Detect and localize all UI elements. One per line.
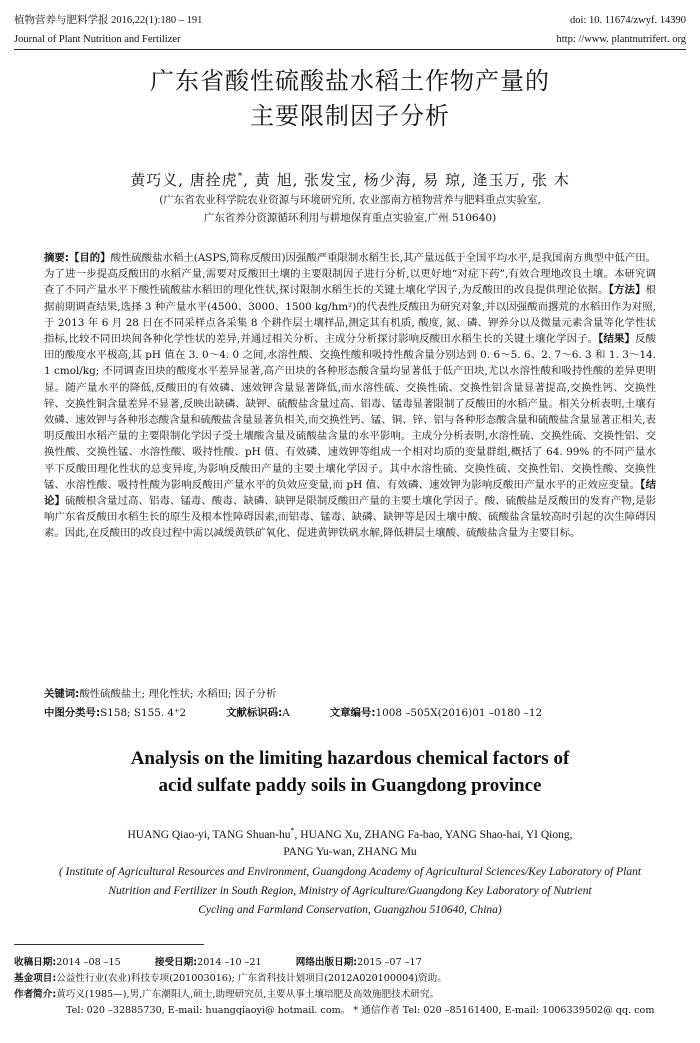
- results-text: 反酸田的酸度水平极高,其 pH 值在 3. 0～4. 0 之间,水溶性酸、交换性酸和吸持性酸含量分别达到 0. 6～5. 6、2. 7～6. 3 和 1. 3～14. 1 cmol/kg; 不同调查田块的酸度水平差异显著,高产田块的各种形态酸含量均显著低于低产田块,尤以水溶性酸和吸持性酸的差异更明显。随产量水平的降低,反酸田的有效磷、速效钾含量显著降低,而水溶性硫、交换性硫、交换性铝含量显著提高,交换性钙、交换性锌、交换性铜含量差异不显著,反映出缺磷、缺钾、硫酸盐含量过高、铝毒、锰毒显著限制了反酸田的水稻产量。相关分析表明,土壤有效磷、速效钾与各种形态酸含量和硫酸盐含量显著负相关,而交换性钙、锰、铜、锌、铝与各种形态酸含量和硫酸盐含量显著正相关,表明反酸田水稻产量的主要限制化学因子受土壤酸含量及硫酸盐含量的水平影响。主成分分析表明,水溶性硫、交换性硫、交换性铝、交换性酸、交换性锰、水溶性酸、吸持性酸、pH 值、有效磷、速效钾等组成一个相对均质的变量群组,概括了 64. 99% 的不同产量水平下反酸田理化性状的总变异度,为影响反酸田产量的主要土壤化学因子。其中水溶性硫、交换性硫、交换性铝、交换性酸、交换性锰、水溶性酸、吸持性酸为影响反酸田产量水平的负效应变量,而 pH 值、有效磷、速效钾为影响反酸田产量水平的正效应变量。: [44, 333, 656, 491]
- accepted-label: 接受日期:: [154, 957, 198, 968]
- affiliation-en-line3: Cycling and Farmland Conservation, Guangzhou 510640, China): [198, 904, 502, 916]
- dates-line: [14, 955, 686, 971]
- abstract-label: 摘要:: [44, 252, 69, 264]
- keywords: [44, 686, 656, 702]
- objective-label: 【目的】: [68, 252, 111, 264]
- funding-line: [14, 971, 686, 987]
- title-en: [0, 745, 700, 799]
- classification: [44, 705, 656, 721]
- conclusion-label: 【结论】: [44, 478, 656, 508]
- footnote: [14, 955, 686, 1019]
- contact-line: Tel: 020 –32885730, E-mail: huangqiaoyi@ hotmail. com。 * 通信作者 Tel: 020 –85161400, E-mail: 1006339502@ qq. com: [66, 1005, 655, 1016]
- received-label: 收稿日期:: [14, 957, 57, 968]
- authors-rest: , 黄 旭, 张发宝, 杨少海, 易 琼, 逄玉万, 张 木: [243, 171, 570, 189]
- title-cn-line1: 广东省酸性硫酸盐水稻土作物产量的: [150, 67, 550, 95]
- journal-url[interactable]: http: //www. plantnutrifert. org: [556, 34, 686, 45]
- bio-label: 作者简介:: [14, 989, 57, 1000]
- clc-label: 中图分类号:: [44, 707, 101, 719]
- keywords-label: 关键词:: [44, 688, 80, 700]
- bio-line: [14, 987, 686, 1003]
- conclusion-text: 硫酸根含量过高、铝毒、锰毒、酸毒、缺磷、缺钾是限制反酸田产量的主要土壤化学因子。酸、硫酸盐是反酸田的发育产物,是影响广东省反酸田水稻生长的原生及根本性障碍因素,而铝毒、锰毒、缺磷、缺钾等是因土壤中酸、硫酸盐含量较高时引起的次生障碍因素。因此,在反酸田的改良过程中需以减缓黄铁矿氧化、促进黄钾铁矾水解,降低耕层土壤酸、硫酸盐含量为主要目标。: [44, 495, 657, 540]
- doc-code-label: 文献标识码:: [226, 707, 283, 719]
- received-value: 2014 –08 –15: [56, 957, 121, 968]
- article-no-value: 1008 –505X(2016)01 –0180 –12: [375, 707, 543, 719]
- title-en-line1: Analysis on the limiting hazardous chemical factors of: [130, 748, 570, 769]
- affiliation-cn-line2: 广东省养分资源循环利用与耕地保育重点实验室,广州 510640): [203, 212, 497, 224]
- title-en-line2: acid sulfate paddy soils in Guangdong province: [158, 775, 542, 796]
- author-2: 唐拴虎: [189, 171, 238, 189]
- clc-value: S158; S155. 4⁺2: [100, 707, 187, 719]
- affiliation-en: [36, 863, 664, 920]
- doi[interactable]: doi: 10. 11674/zwyf. 14390: [570, 15, 686, 26]
- online-label: 网络出版日期:: [295, 957, 358, 968]
- journal-name-en: Journal of Plant Nutrition and Fertilizer: [14, 34, 181, 45]
- online-value: 2015 –07 –17: [357, 957, 422, 968]
- results-label: 【结果】: [598, 333, 636, 346]
- corresponding-mark: *: [237, 172, 244, 182]
- keywords-text: 酸性硫酸盐土; 理化性状; 水稻田; 因子分析: [79, 688, 277, 700]
- authors-en-line1b: , HUANG Xu, ZHANG Fa-bao, YANG Shao-hai, YI Qiong,: [294, 828, 573, 841]
- doc-code-value: A: [282, 707, 290, 719]
- authors-en-line1a: HUANG Qiao-yi, TANG Shuan-hu: [127, 828, 291, 841]
- authors-en: [40, 822, 660, 861]
- funding-label: 基金项目:: [14, 973, 57, 984]
- methods-label: 【方法】: [608, 284, 646, 297]
- corresponding-mark-en: *: [290, 826, 295, 835]
- author-1: 黄巧义,: [130, 171, 184, 189]
- bio-value: 黄巧义(1985—),男,广东潮阳人,硕士,助理研究员,主要从事土壤培肥及高效施肥技术研究。: [56, 989, 440, 1000]
- accepted-value: 2014 –10 –21: [197, 957, 262, 968]
- article-no-label: 文章编号:: [329, 707, 376, 719]
- abstract: [44, 250, 656, 542]
- authors-en-line2: PANG Yu-wan, ZHANG Mu: [283, 845, 417, 858]
- objective-text: 酸性硫酸盐水稻土(ASPS,简称反酸田)因强酸严重限制水稻生长,其产量远低于全国平均水平,是我国南方典型中低产田。为了进一步提高反酸田的水稻产量,需要对反酸田土壤的主要限制因子进行分析,以更好地“对症下药”,有效合理地改良土壤。本研究调查了不同产量水平下酸性硫酸盐水稻田的理化性状,探讨限制水稻生长的关键土壤化学因子,为反酸田的改良提供理论依据。: [44, 252, 657, 297]
- journal-citation-cn: 植物营养与肥料学报 2016,22(1):180 – 191: [14, 15, 203, 26]
- affiliation-en-line1: ( Institute of Agricultural Resources and Environment, Guangdong Academy of Agricultural Sciences/Key Laboratory of Plant: [58, 866, 642, 878]
- header-rule: [14, 49, 686, 50]
- title-cn-line2: 主要限制因子分析: [250, 102, 450, 130]
- funding-value: 公益性行业(农业)科技专项(201003016); 广东省科技计划项目(2012A020100004)资助。: [56, 973, 447, 984]
- authors-cn: [0, 168, 700, 190]
- affiliation-en-line2: Nutrition and Fertilizer in South Region, Ministry of Agriculture/Guangdong Key Laboratory of Nutrient: [108, 885, 592, 897]
- affiliation-cn-line1: (广东省农业科学院农业资源与环境研究所, 农业部南方植物营养与肥料重点实验室,: [159, 194, 541, 206]
- methods-text: 根据前期调查结果,选择 3 种产量水平(4500、3000、1500 kg/hm²)的代表性反酸田为研究对象,并以因强酸而撂荒的水稻田作为对照,于 2013 年 6 月 28 日在不同采样点各采集 8 个耕作层土壤样品,测定其有机质, 酸度, 氮、磷、钾养分以及微量元素含量等化学性状指标,比较不同田块间各种化学性状的差异,并通过相关分析、主成分分析探讨影响反酸田水稻生长的关键土壤化学因子。: [44, 284, 656, 346]
- footnote-rule: [14, 944, 204, 945]
